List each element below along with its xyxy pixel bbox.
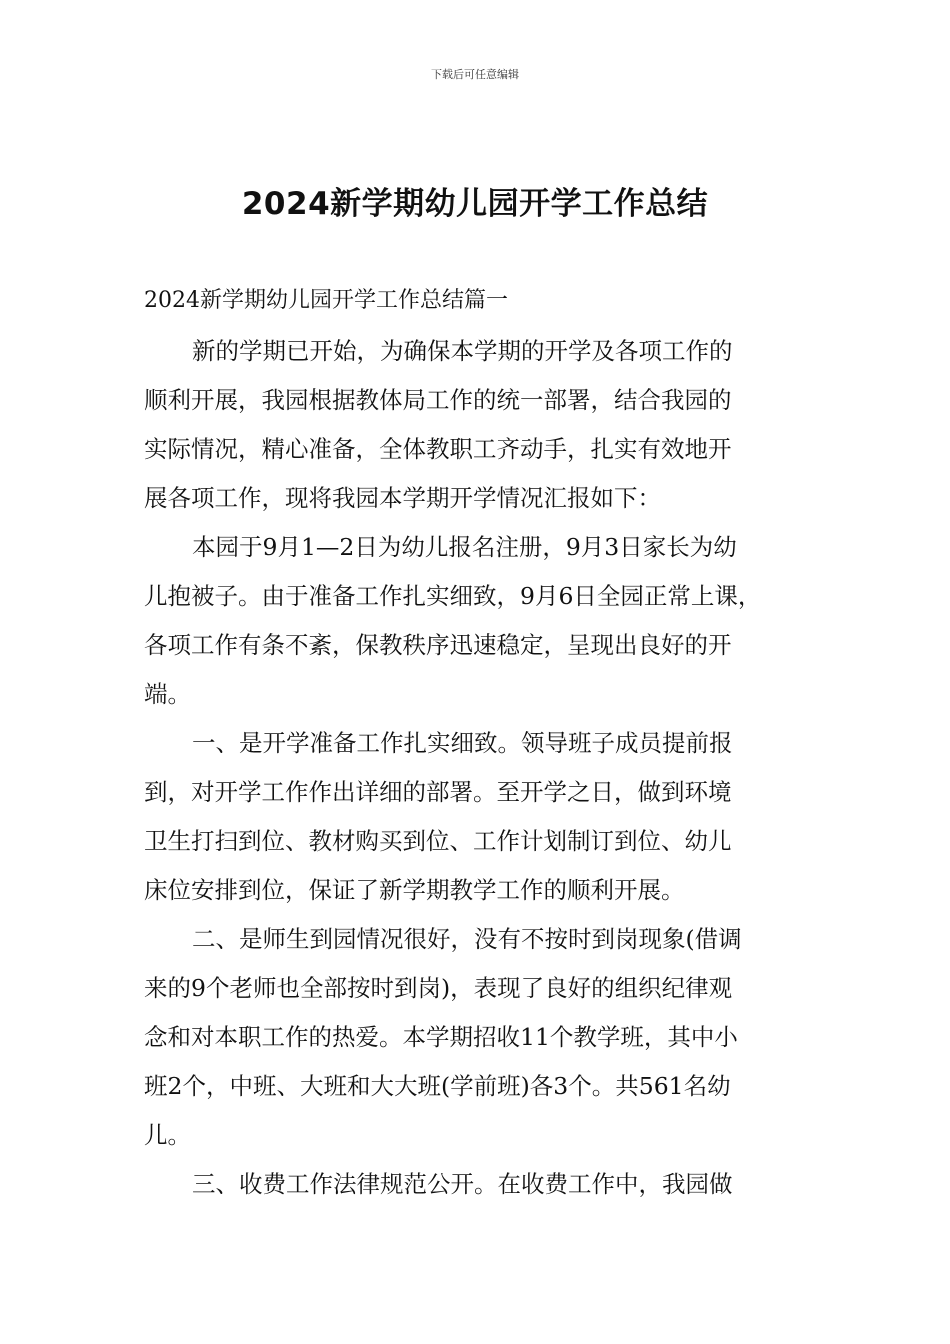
paragraph-registration (144, 523, 816, 719)
paragraph-line: 儿。 (144, 1121, 191, 1149)
document-title: 2024新学期幼儿园开学工作总结 (241, 186, 709, 222)
paragraph-line: 三、收费工作法律规范公开。在收费工作中，我园做 (192, 1170, 733, 1198)
section-heading: 2024新学期幼儿园开学工作总结篇一 (144, 288, 508, 313)
paragraph-line: 卫生打扫到位、教材购买到位、工作计划制订到位、幼儿 (144, 827, 732, 855)
paragraph-line: 一、是开学准备工作扎实细致。领导班子成员提前报 (192, 729, 733, 757)
paragraph-point-one (144, 719, 816, 915)
paragraph-line: 展各项工作，现将我园本学期开学情况汇报如下： (144, 484, 661, 512)
paragraph-line: 本园于9月1—2日为幼儿报名注册，9月3日家长为幼 (192, 533, 737, 561)
header-note: 下载后可任意编辑 (431, 68, 519, 81)
paragraph-intro (144, 327, 816, 523)
paragraph-line: 念和对本职工作的热爱。本学期招收11个教学班，其中小 (144, 1023, 738, 1051)
paragraph-line: 来的9个老师也全部按时到岗)，表现了良好的组织纪律观 (144, 974, 733, 1002)
paragraph-point-two (144, 915, 816, 1160)
paragraph-line: 新的学期已开始，为确保本学期的开学及各项工作的 (192, 337, 733, 365)
paragraph-line: 班2个，中班、大班和大大班(学前班)各3个。共561名幼 (144, 1072, 731, 1100)
document-body (144, 327, 816, 1209)
paragraph-point-three (144, 1160, 816, 1209)
paragraph-line: 各项工作有条不紊，保教秩序迅速稳定，呈现出良好的开 (144, 631, 732, 659)
paragraph-line: 实际情况，精心准备，全体教职工齐动手，扎实有效地开 (144, 435, 732, 463)
paragraph-line: 儿抱被子。由于准备工作扎实细致，9月6日全园正常上课， (144, 582, 762, 610)
paragraph-line: 床位安排到位，保证了新学期教学工作的顺利开展。 (144, 876, 685, 904)
paragraph-line: 端。 (144, 680, 191, 708)
paragraph-line: 二、是师生到园情况很好，没有不按时到岗现象(借调 (192, 925, 742, 953)
paragraph-line: 到，对开学工作作出详细的部署。至开学之日，做到环境 (144, 778, 732, 806)
paragraph-line: 顺利开展，我园根据教体局工作的统一部署，结合我园的 (144, 386, 732, 414)
